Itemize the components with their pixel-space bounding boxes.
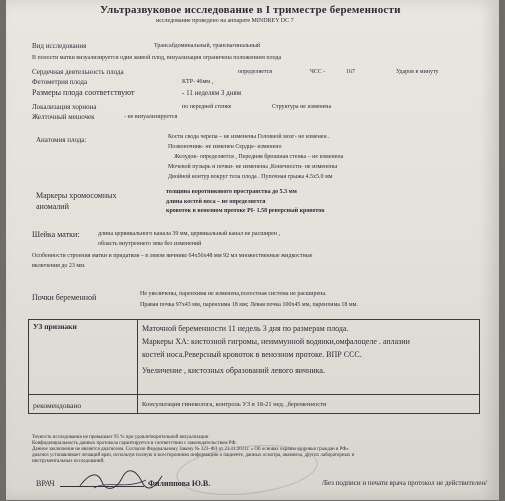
heart-label: Сердечная деятельность плода [32, 68, 124, 76]
anatomy-label: Анатомия плода: [36, 136, 87, 144]
kidneys-line-2: Правая почка 97х43 мм, паренхима 18 мм; Левая почка 100х45 мм, паренхима 18 мм. [140, 302, 358, 308]
recommended-value: Консультация гинеколога, контроль УЗ в 18-21 нед. ,беременности [138, 395, 480, 414]
markers-label: Маркеры хромосомных [36, 191, 117, 200]
study-type-label: Вид исследования [32, 42, 87, 50]
cervix-line-2: область внутреннего зева без изменений [98, 241, 202, 247]
heart-value: определяется [238, 69, 273, 75]
page-subtitle: исследование проведено на аппарате MINDREY DC 7 [156, 18, 294, 24]
conclusion-line: костей носа.Реверсный кровоток в венозном протоке. ВПР ССС. [142, 350, 362, 359]
marker-line: толщина воротникового пространства до 5.3 мм [166, 189, 297, 195]
footnote: Точность исследования не превышает 95 % при удовлетворительной визуализации [32, 435, 209, 440]
chorion-label: Локализация хориона [32, 103, 97, 111]
conclusion-cell [138, 320, 480, 395]
anatomy-line: Позвоночник- не изменен Сердце- изменено [168, 144, 282, 150]
hr-value: 167 [346, 69, 355, 75]
cervix-line-1: длина цервикального канала 39 мм, цервикальный канал не расширен , [98, 231, 280, 237]
footnote: Конфиденциальность данных протокола гарантируется в соответствии с законодательством РФ. [32, 441, 237, 446]
chorion-structure: Структура не изменена [272, 104, 332, 110]
doctor-name: Филиппова Ю.В. [148, 479, 211, 488]
conclusion-line: Маркеры ХА: кистозной гигромы, неиммунной водянки,омфалоцеле . аплазии [142, 337, 410, 346]
kidneys-label: Почки беременной [32, 293, 97, 302]
anatomy-line: Мочевой пузырь и почки- не изменены ,Конечности- не изменены [168, 164, 338, 170]
marker-line: длина костей носа – не определяется [166, 199, 266, 205]
footnote: инструментальных исследований. [32, 459, 105, 464]
size-value: - 11 неделям 3 дням [182, 89, 242, 97]
anatomy-line: Желудок- определяется , Передняя брюшная стенка – не изменена [174, 154, 344, 160]
yolk-value: - не визуализируется [124, 114, 178, 120]
footnote: Данное заключение не является диагнозом. Согласно Федеральному Закону № 323–ФЗ от 21.11.2011г. « Об основах охраны здоровья граждан в РФ» [32, 447, 349, 452]
marker-line: кровоток в венозном протоке PI- 1.58 реверсный кровоток [166, 208, 325, 214]
cervix-label: Шейка матки: [32, 230, 80, 239]
conclusion-line: Маточной беременности 11 недель 3 дня по размерам плода. [142, 324, 349, 333]
kidneys-line-1: Не увеличены, паренхима не изменена,полостная система не расширена. [140, 291, 327, 297]
features-line-2: включения до 23 мм. [32, 263, 86, 269]
cavity-line: В полости матки визуализируется один живой плод, визуализация ограничена положением плода [32, 55, 282, 61]
hr-unit: Ударов в минуту [396, 69, 439, 75]
size-label: Размеры плода соответствуют [32, 88, 135, 97]
recommended-label: рекомендовано [29, 395, 138, 414]
fetometry-label: Фетометрия плода [32, 78, 88, 86]
chorion-value: по передней стенке [182, 104, 232, 110]
page-title: Ультразвуковое исследование в I триместре беременности [100, 4, 401, 16]
conclusion-label: УЗ признаки [29, 320, 138, 395]
yolk-label: Желточный мешочек [32, 113, 95, 121]
features-line-1: Особенности строения матки и придатков – в левом яичнике 64х56х48 мм 92 мл множественные жидкостные [32, 253, 313, 259]
anatomy-line: Двойной контур вокруг тела плода . Пупочная грыжа 4.5х5.0 мм [168, 174, 333, 180]
anatomy-line: Кости свода черепа – не изменены Головной мозг- не изменен . [168, 134, 330, 140]
conclusion-line: Увеличение , кистозных образований левого яичника. [142, 366, 325, 375]
conclusion-table [28, 319, 480, 414]
protocol-sheet [6, 0, 499, 500]
markers-label-2: аномалий [36, 202, 69, 211]
validity-note: /Без подписи и печати врача протокол не действителен/ [322, 479, 488, 487]
footnote: диагноз устанавливает лечащий врач, используя полную и всестороннюю информацию о пациенте, данных осмотра, анамнеза, других лабораторных и [32, 453, 355, 458]
hr-label: ЧСС - [310, 69, 326, 75]
doctor-label: ВРАЧ [36, 479, 55, 488]
study-type-value: Трансабдоминальный, трансвагинальный [154, 43, 261, 49]
ktr-value: КТР- 46мм , [182, 79, 214, 85]
